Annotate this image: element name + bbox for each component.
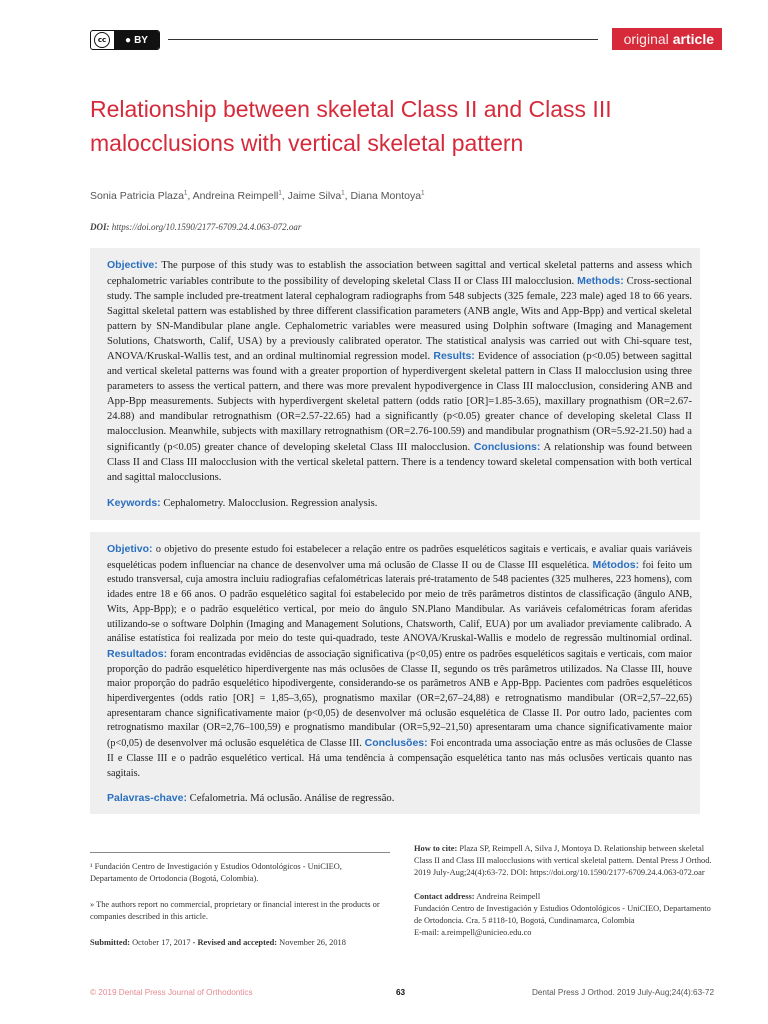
submission-dates bbox=[90, 937, 390, 949]
cc-license-badge bbox=[90, 30, 160, 50]
page-number: 63 bbox=[396, 988, 406, 997]
author-affiliation-mark: 1 bbox=[183, 190, 188, 197]
how-to-cite bbox=[414, 843, 714, 879]
author-affiliation-mark: 1 bbox=[278, 190, 282, 197]
person-icon: ● bbox=[125, 34, 132, 46]
revised-date: November 26, 2018 bbox=[279, 938, 346, 947]
metodos-heading: Métodos: bbox=[592, 558, 640, 571]
results-heading: Results: bbox=[433, 350, 475, 363]
doi-label: DOI: bbox=[90, 222, 110, 232]
author-list: Sonia Patricia Plaza$^1$, Andreina Reimpell$^1$, Jaime Silva$^1$, Diana Montoya$^1$ bbox=[90, 190, 425, 202]
metodos-text: foi feito um estudo transversal, cuja amostra incluiu radiografias cefalométricas laterais pré-tratamento de 548 pacientes (325 mulheres, 223 homens), com idades entre 18 e 66 anos. O padrão esquelético sagital foi estabelecido por meio de três parâmetros distintos de classificação (ângulo ANB, Wits, App-Bpp); e o padrão esquelético vertical, por meio do ângulo SN.Plano Mandibular. As variáveis cefalométricas foram aferidas utilizando-se o software Dolphin (Imaging and Management Solutions, Chatsworth, Calif, EUA) por um avaliador previamente calibrado. A análise estatística foi realizada por meio do teste qui-quadrado, teste ANOVA/Kruskal-Wallis e modelo de regressão multinomial ordinal. bbox=[107, 559, 692, 645]
author-name: Andreina Reimpell bbox=[192, 190, 279, 202]
article-title: Relationship between skeletal Class II and Class III malocclusions with vertical skeletal pattern bbox=[90, 96, 612, 156]
footnotes-left bbox=[90, 852, 390, 963]
conclusions-heading: Conclusions: bbox=[473, 440, 541, 453]
license-label: BY bbox=[134, 34, 148, 46]
palavras-chave-heading: Palavras-chave: bbox=[107, 792, 187, 805]
doi-line bbox=[90, 222, 301, 232]
contact-address bbox=[414, 891, 714, 939]
disclosure-footnote: » The authors report no commercial, proprietary or financial interest in the products or companies described in this article. bbox=[90, 900, 380, 921]
keywords-text: Cephalometry. Malocclusion. Regression analysis. bbox=[163, 497, 378, 509]
footnote-rule bbox=[90, 852, 390, 853]
keywords-heading: Keywords: bbox=[107, 496, 161, 509]
conclusoes-text: Foi encontrada uma associação entre as más oclusões de Classe II e Classe III e o padrão esquelético vertical. Há uma tendência à compensação esquelética tanto nas más oclusões verticais quanto nas sagitais. bbox=[107, 738, 692, 779]
revised-label: - Revised and accepted: bbox=[192, 938, 278, 947]
author-name: Diana Montoya bbox=[350, 190, 422, 202]
resultados-heading: Resultados: bbox=[107, 647, 168, 660]
page-header bbox=[0, 28, 768, 52]
contact-label: Contact address: bbox=[414, 892, 475, 901]
conclusoes-heading: Conclusões: bbox=[364, 737, 428, 750]
journal-reference: Dental Press J Orthod. 2019 July-Aug;24(4):63-72 bbox=[531, 988, 714, 997]
cite-label: How to cite: bbox=[414, 844, 458, 853]
submitted-label: Submitted: bbox=[90, 938, 131, 947]
abstract-english-body bbox=[107, 258, 692, 486]
objective-heading: Objective: bbox=[107, 259, 158, 271]
keywords-line bbox=[107, 496, 692, 512]
affiliation-footnote: ¹ Fundación Centro de Investigación y Estudios Odontológicos - UniCIEO, Departamento de Ortodoncia (Bogotá, Colombia). bbox=[90, 862, 342, 883]
methods-text: Cross-sectional study. The sample included pre-treatment lateral cephalogram radiographs from 548 subjects (325 female, 223 male) aged 18 to 66 years. Sagittal skeletal pattern was established by three different classification parameters (ANB angle, Wits and App-Bpp) and vertical skeletal pattern by SN-Mandibular plane angle. Cephalometric variables were measured using Dolphin software (Imaging and Management Solutions, Chatsworth, Calif, USA) by a previously calibrated operator. The statistical analysis was carried out with Chi-square test, ANOVA/Kruskal-Wallis test, and an ordinal multinomial regression model. bbox=[107, 275, 692, 363]
objective-text: The purpose of this study was to establish the association between sagittal and vertical skeletal patterns and assess which cephalometric variables contribute to the possibility of developing skeletal Class II or Class III malocclusion. bbox=[107, 260, 692, 287]
contact-name: Andreina Reimpell bbox=[476, 892, 541, 901]
conclusions-text: A relationship was found between Class II and Class III malocclusion with the vertical skeletal pattern. There is a tendency toward skeletal compensation with both vertical and sagittal malocclusions. bbox=[107, 441, 692, 483]
author-affiliation-mark: 1 bbox=[341, 190, 345, 197]
cite-text: Plaza SP, Reimpell A, Silva J, Montoya D. Relationship between skeletal Class II and Class III malocclusions with vertical skeletal pattern. Dental Press J Orthod. 2019 July-Aug;24(4):63-72. DOI: https://doi.org/10.1590/2177-6709.24.4.063-072.oar bbox=[414, 844, 712, 877]
author-affiliation-mark: 1 bbox=[421, 190, 425, 197]
contact-email[interactable]: E-mail: a.reimpell@unicieo.edu.co bbox=[414, 928, 532, 937]
abstract-portuguese-body bbox=[107, 542, 692, 781]
palavras-chave-line bbox=[107, 791, 692, 807]
author-name: Sonia Patricia Plaza bbox=[90, 190, 184, 202]
doi-link[interactable]: https://doi.org/10.1590/2177-6709.24.4.063-072.oar bbox=[111, 222, 302, 232]
resultados-text: foram encontradas evidências de associação significativa (p<0,05) entre os padrões esqueléticos sagitais e verticais, com maior proporção do padrão esquelético hiperdivergente nas más oclusões de Classe II, segundo os três parâmetros utilizados. Na Classe III, houve maior proporção do padrão esquelético hipodivergente, considerando-se os parâmetros ANB e App-Bpp. Pacientes com padrões esqueléticos hiperdivergentes (odds ratio [OR] = 1,85–3,65), prognatismo maxilar (OR=2,67–24,88) e retrognatismo mandibular (OR=2,57–22,65) apresentaram chance significativamente maior (p<0,05) de desenvolver má oclusão esquelética de Classe II. Por outro lado, pacientes com retrognatismo maxilar (OR=2,76–100,59) e prognatismo mandibular (OR=5,92–21,50) apresentaram uma chance significativamente maior (p<0,05) de desenvolver má oclusão esquelética de Classe III. bbox=[107, 648, 692, 750]
section-label-bold: article bbox=[672, 31, 714, 47]
header-rule bbox=[168, 39, 598, 40]
copyright-text: © 2019 Dental Press Journal of Orthodontics bbox=[90, 988, 253, 997]
palavras-chave-text: Cefalometria. Má oclusão. Análise de regressão. bbox=[189, 793, 395, 805]
section-label bbox=[612, 28, 722, 50]
abstract-english bbox=[90, 248, 700, 520]
abstract-portuguese bbox=[90, 532, 700, 814]
contact-address-text: Fundación Centro de Investigación y Estudios Odontológicos - UniCIEO, Departamento de Ortodoncia. Cra. 5 #118-10, Bogotá, Cundinamarca, Colombia bbox=[414, 904, 711, 925]
by-label bbox=[114, 31, 159, 49]
methods-heading: Methods: bbox=[577, 274, 624, 287]
results-text: Evidence of association (p<0.05) between sagittal and vertical skeletal patterns was found with a greater proportion of hyperdivergent skeletal pattern in Class II malocclusion using three parameters to assess the vertical pattern, and there was more prevalent hypodivergence in Class III malocclusion, considering ANB and App-Bpp measurements. Subjects with hyperdivergent skeletal pattern (odds ratio [OR]=1.85-3.65), maxillary prognathism (OR=2.67-24.88) and mandibular retrognathism (OR=2.57-22.65) had a significantly (p<0.05) greater chance of developing skeletal Class II malocclusion. Meanwhile, subjects with maxillary retrognathism (OR=2.76-100.59) and mandibular prognathism (OR=5.92-21.50) had a significantly (p<0.05) greater chance of developing skeletal Class III malocclusion. bbox=[107, 351, 693, 453]
author-name: Jaime Silva bbox=[287, 190, 342, 202]
footnotes-right bbox=[414, 843, 714, 951]
objetivo-heading: Objetivo: bbox=[107, 543, 153, 555]
submitted-date: October 17, 2017 bbox=[132, 938, 191, 947]
section-label-light: original bbox=[623, 31, 669, 47]
cc-icon: cc bbox=[94, 32, 110, 48]
objetivo-text: o objetivo do presente estudo foi estabelecer a relação entre os padrões esqueléticos sagitais e verticais, e avaliar quais variáveis esqueléticas podem influenciar na chance de desenvolver uma má oclusão de Classe II ou de Classe III esquelética. bbox=[107, 544, 692, 571]
